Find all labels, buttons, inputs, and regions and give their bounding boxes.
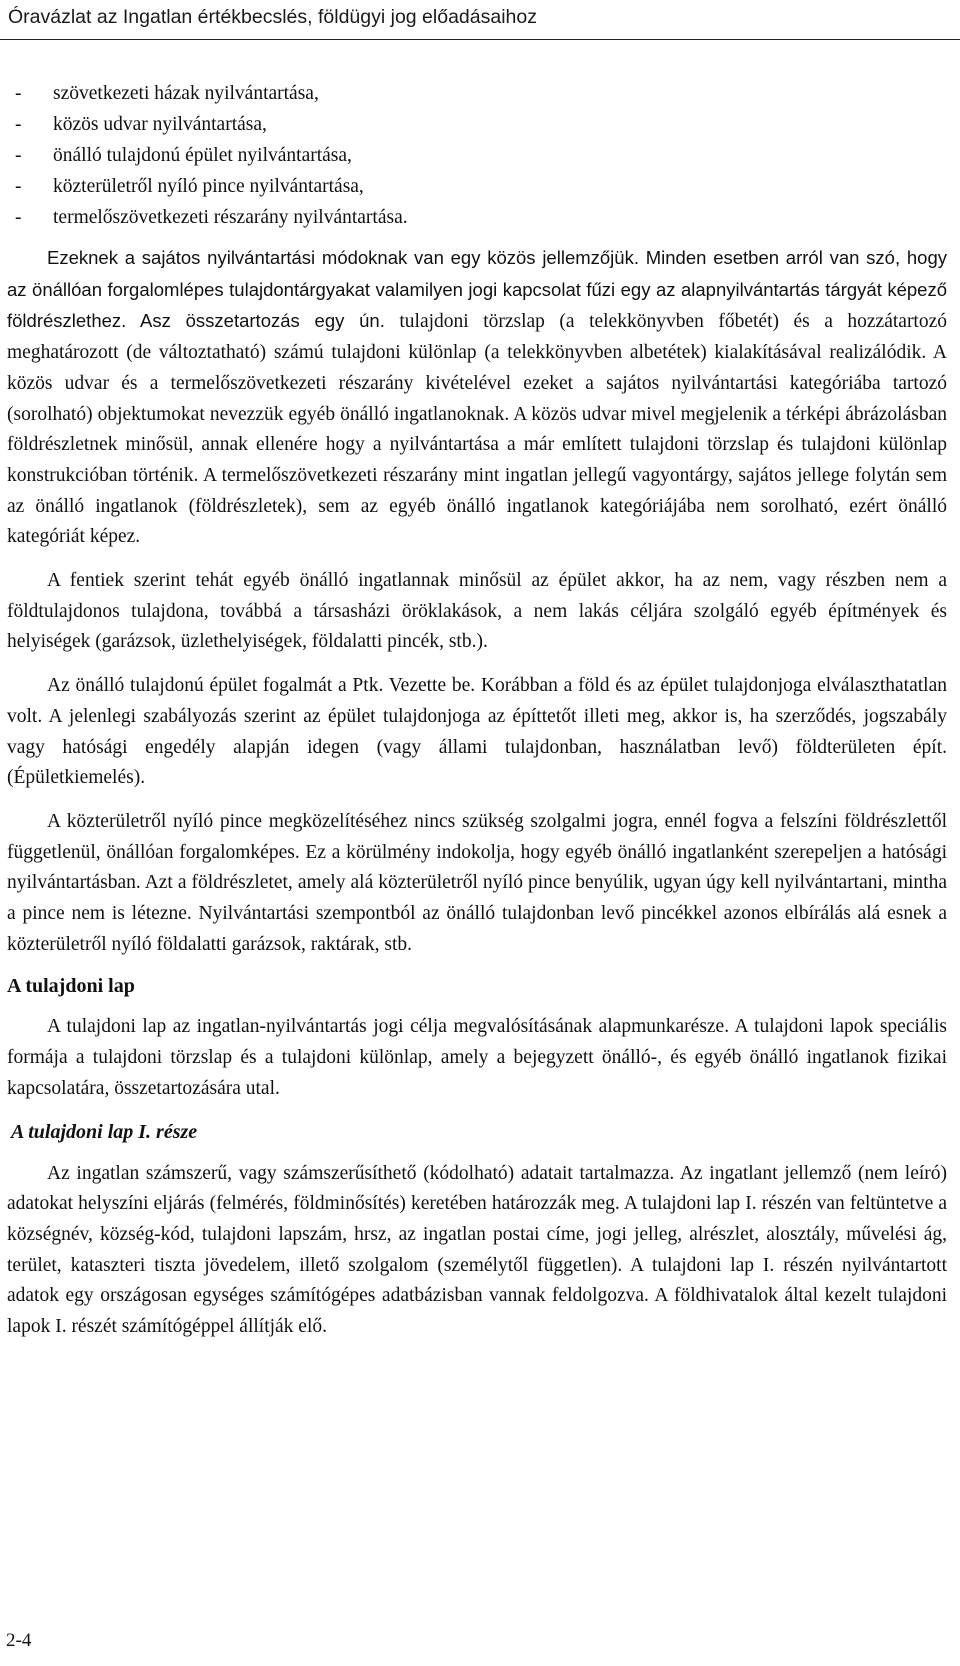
paragraph-title-sheet: A tulajdoni lap az ingatlan-nyilvántartás jogi célja megvalósításának alapmunkarésze. A tulajdoni lapok speciális formája a tulajdoni törzslap és a tulajdoni különlap, amely a bejegyzett önálló-, és egyéb önálló ingatlanok fizikai kapcsolatára, összetartozására utal.	[7, 1016, 947, 1099]
bullet-dash: -	[15, 145, 22, 166]
bullet-list	[7, 78, 947, 233]
bullet-dash: -	[15, 207, 22, 228]
section-heading-part-one: A tulajdoni lap I. része	[11, 1120, 198, 1143]
bullet-dash: -	[15, 114, 22, 135]
page-number: 2-4	[6, 1630, 32, 1651]
list-item: - szövetkezeti házak nyilvántartása,	[7, 78, 947, 109]
paragraph-cellar: A közterületről nyíló pince megközelítéséhez nincs szükség szolgalmi jogra, ennél fogva a felszíni földrészlettől függetlenül, önállóan forgalomképes. Ez a körülmény indokolja, hogy egyéb önálló ingatlanként szerepeljen a hatósági nyilvántartásban. Azt a földrészletet, amely alá közterületről nyíló pince benyúlik, ugyan úgy kell nyilvántartani, mintha a pince nem is létezne. Nyilvántartási szempontból az önálló tulajdonban levő pincékkel azonos elbírálás alá esnek a közterületről nyíló földalatti garázsok, raktárak, stb.	[7, 810, 947, 955]
paragraph-part-one: Az ingatlan számszerű, vagy számszerűsíthető (kódolható) adatait tartalmazza. Az ingatlant jellemző (nem leíró) adatokat helyszíni eljárás (felmérés, földminősítés) keretében határozzák meg. A tulajdoni lap I. részén van feltüntetve a községnév, község-kód, tulajdoni lapszám, hrsz, az ingatlan postai címe, jogi jelleg, alrészlet, alosztály, művelési ág, terület, kataszteri tiszta jövedelem, illető szolgalom (személytől független). A tulajdoni lap I. részén nyilvántartott adatok egy országosan egységes számítógépes adatbázisban vannak feldolgozva. A földhivatalok által kezelt tulajdoni lapok I. részét számítógéppel állítják elő.	[7, 1162, 947, 1338]
list-item: - közös udvar nyilvántartása,	[7, 109, 947, 140]
paragraph-rest-text: tulajdoni törzslap (a telekkönyvben főbetét) és a hozzátartozó meghatározott (de változtatható) számú tulajdoni különlap (a telekkönyvben albetétek) kialakításával realizálódik. A közös udvar és a termelőszövetkezeti részarány kivételével ezeket a sajátos nyilvántartási kategóriába tartozó (sorolható) objektumokat nevezzük egyéb önálló ingatlanoknak. A közös udvar mivel megjelenik a térképi ábrázolásban földrészletnek minősül, annak ellenére hogy a nyilvántartása a már említett tulajdoni törzslap és tulajdoni különlap konstrukcióban történik. A termelőszövetkezeti részarány mint ingatlan jellegű vagyontárgy, sajátos jellege folytán sem az önálló ingatlanok (földrészletek), sem az egyéb önálló ingatlanok kategóriájába nem sorolható, ezért önálló kategóriát képez.	[7, 311, 948, 548]
bullet-dash: -	[15, 83, 22, 104]
section-heading-title-sheet: A tulajdoni lap	[7, 975, 135, 998]
list-item: - önálló tulajdonú épület nyilvántartása,	[7, 140, 947, 171]
list-item: - közterületről nyíló pince nyilvántartása,	[7, 171, 947, 202]
page-header	[0, 0, 960, 40]
document-body	[7, 78, 947, 1343]
list-item: - termelőszövetkezeti részarány nyilvántartása.	[7, 202, 947, 233]
header-title: Óravázlat az Ingatlan értékbecslés, földügyi jog előadásaihoz	[8, 6, 537, 28]
paragraph-building-ownership: Az önálló tulajdonú épület fogalmát a Ptk. Vezette be. Korábban a föld és az épület tulajdonjoga elválaszthatatlan volt. A jelenlegi szabályozás szerint az épület tulajdonjoga az építtetőt illeti meg, akkor is, ha szerződés, jogszabály vagy hatósági engedély alapján idegen (vagy állami tulajdonban, használatban levő) földterületen épít. (Épületkiemelés).	[7, 675, 947, 789]
paragraph-common-feature	[7, 243, 947, 553]
bullet-dash: -	[15, 176, 22, 197]
paragraph-lead-text: Ezeknek a sajátos nyilvántartási módoknak van egy közös jellemzőjük. Minden esetben arról van szó, hogy az önállóan forgalomlépes tulajdontárgyakat valamilyen jogi kapcsolat fűzi egy az alapnyilvántartás tárgyát képező földrészlethez. Asz összetartozás egy ún.	[7, 247, 947, 332]
paragraph-other-property: A fentiek szerint tehát egyéb önálló ingatlannak minősül az épület akkor, ha az nem, vagy részben nem a földtulajdonos tulajdona, továbbá a társasházi öröklakások, a nem lakás céljára szolgáló egyéb építmények és helyiségek (garázsok, üzlethelyiségek, földalatti pincék, stb.).	[7, 570, 947, 653]
